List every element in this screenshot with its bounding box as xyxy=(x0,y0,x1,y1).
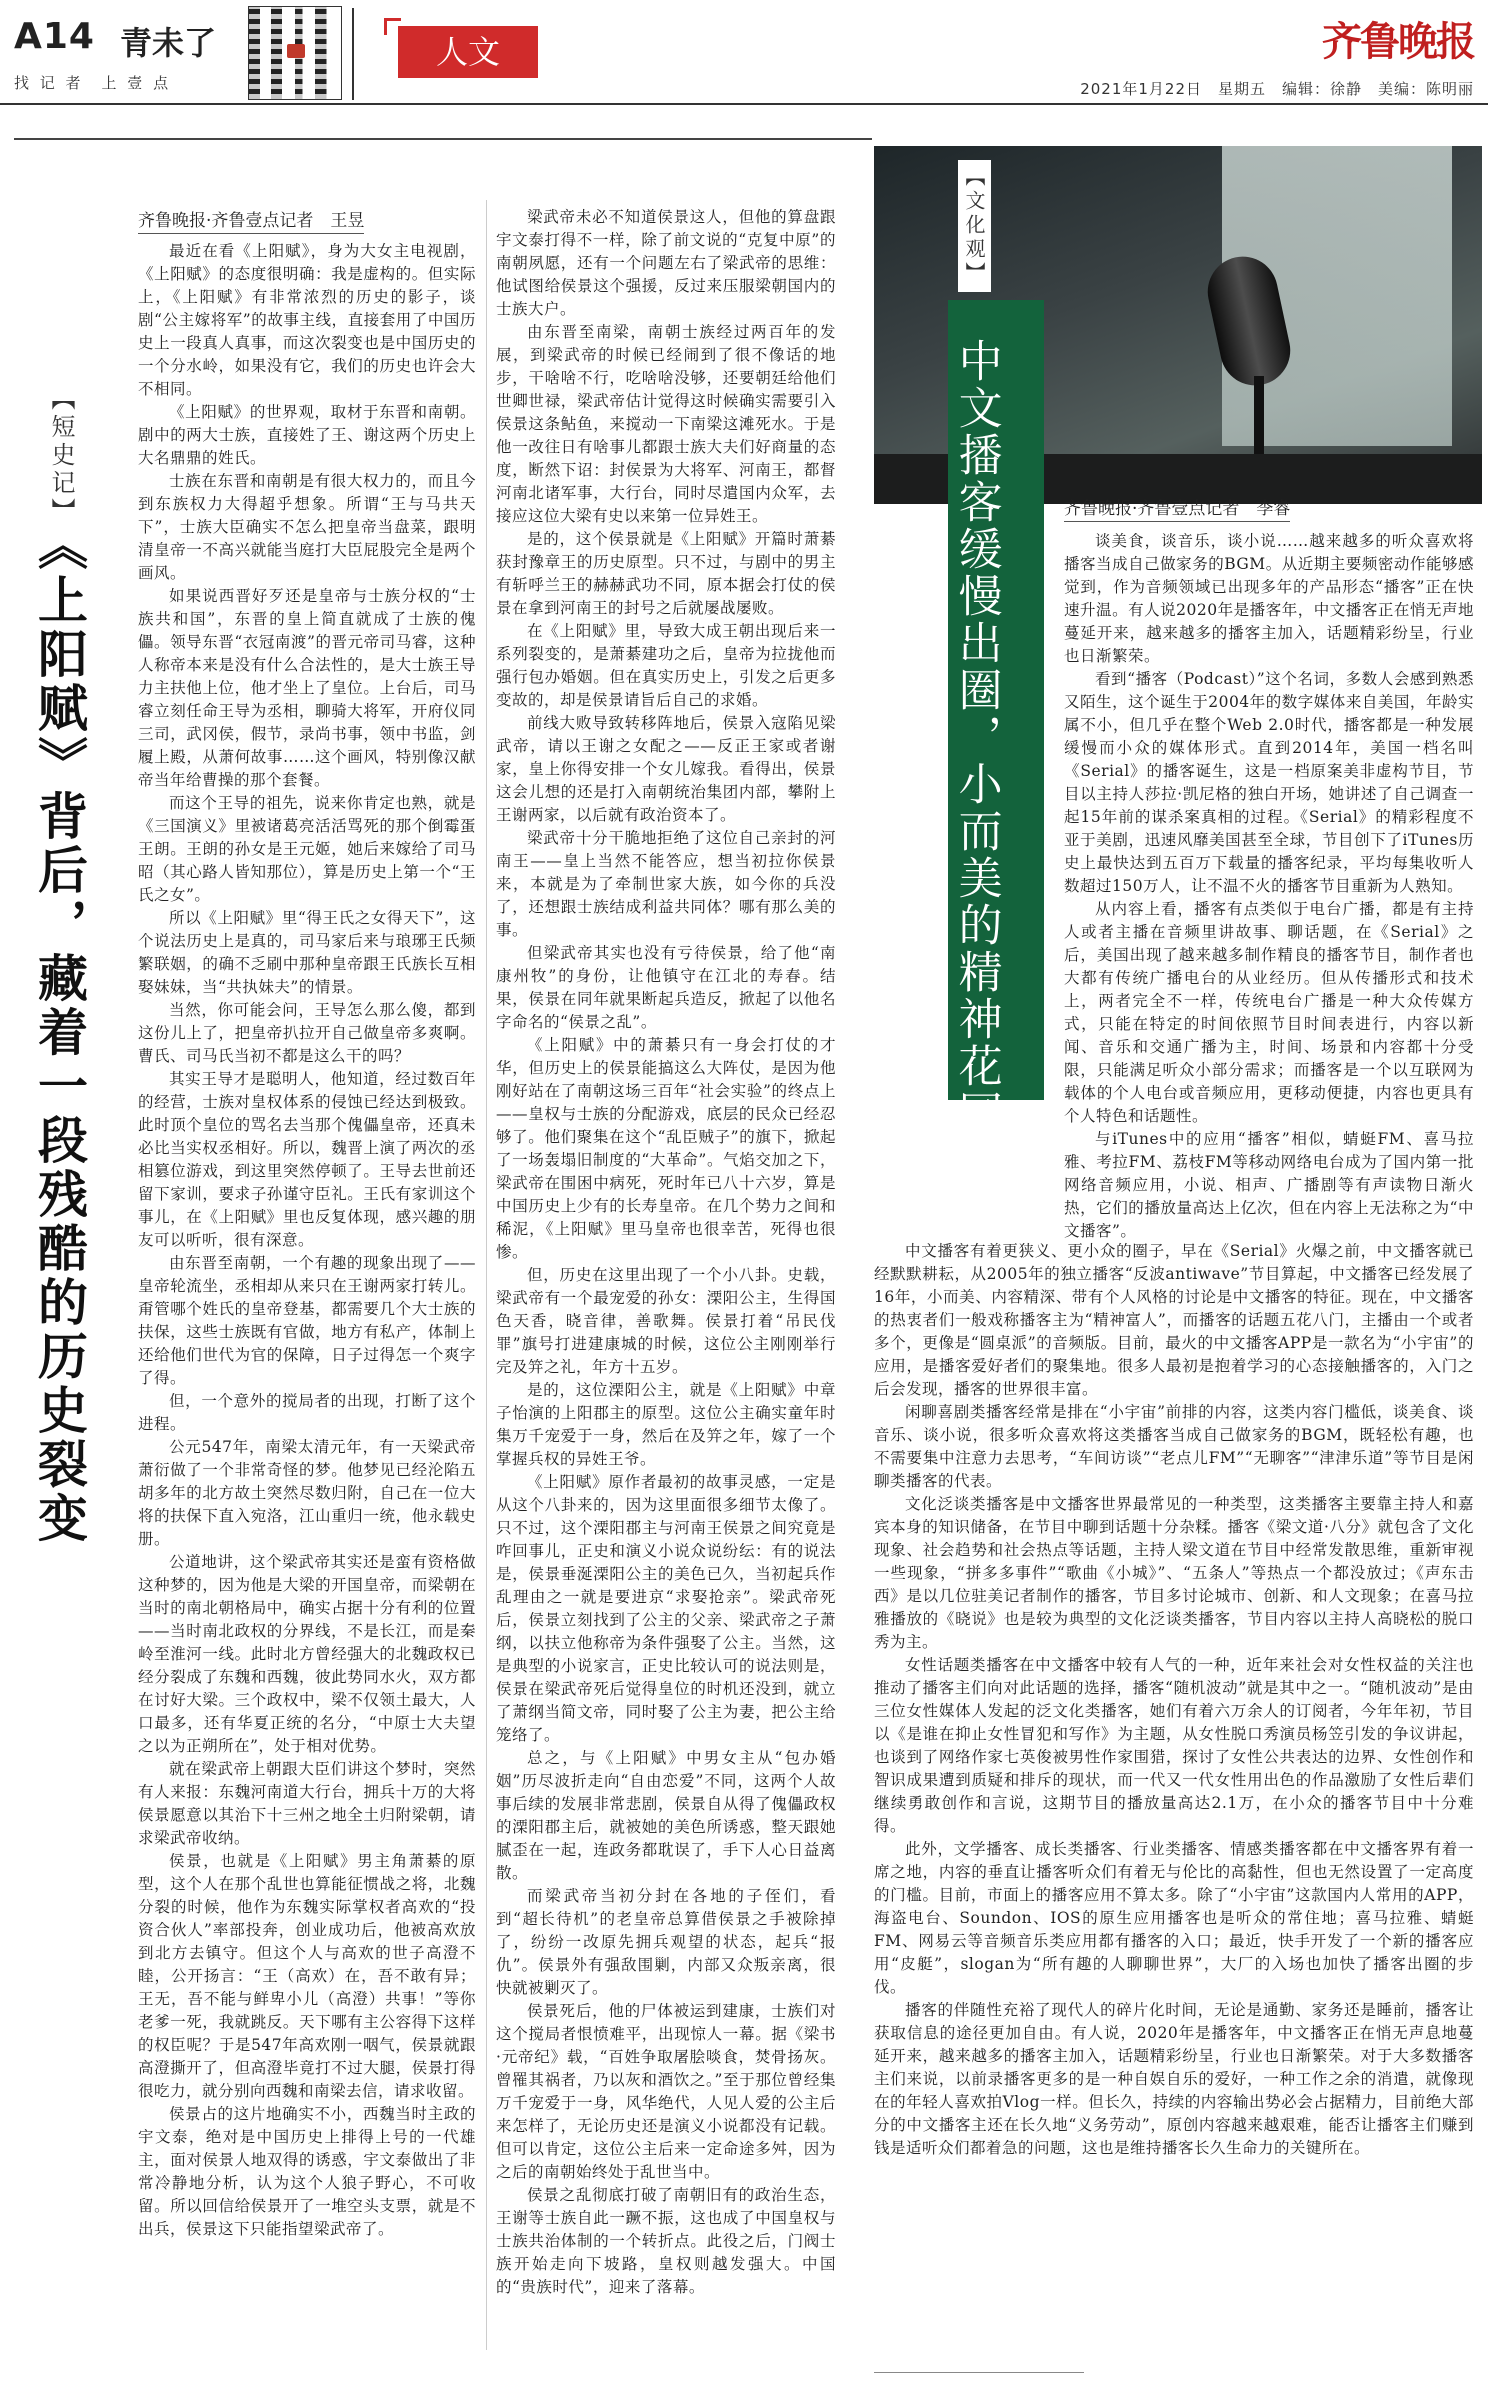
paragraph: 在《上阳赋》里，导致大成王朝出现后来一系列裂变的，是萧綦建功之后，皇帝为拉拢他而强行包办婚姻。但在真实历史上，引发之后更多变故的，却是侯景请旨后自己的求婚。 xyxy=(496,622,836,709)
paragraph: 而梁武帝当初分封在各地的子侄们，看到“超长待机”的老皇帝总算借侯景之手被除掉了，纷纷一改原先拥兵观望的状态，起兵“报仇”。侯景外有强敌围剿，内部又众叛亲离，很快就被剿灭了。 xyxy=(496,1887,836,1997)
masthead-rule xyxy=(0,103,1488,105)
paragraph: 是的，这个侯景就是《上阳赋》开篇时萧綦获封豫章王的历史原型。只不过，与剧中的男主有斩呼兰王的赫赫武功不同，原本据会打仗的侯景在拿到河南王的封号之后就屡战屡败。 xyxy=(496,530,836,617)
right-column-tag: 【文化观】 xyxy=(958,160,991,292)
paragraph: 女性话题类播客在中文播客中较有人气的一种，近年来社会对女性权益的关注也推动了播客主们向对此话题的选择，播客“随机波动”就是其中之一。“随机波动”是由三位女性媒体人发起的泛文化类播客，她们有着六万余人的订阅者，今年年初，节目以《是谁在抑止女性冒犯和写作》为主题，从女性脱口秀演员杨笠引发的争议讲起，也谈到了网络作家七英俊被男性作家围猎，探讨了女性公共表达的边界、女性创作和智识成果遭到质疑和排斥的现状，而一代又一代女性用出色的作品激励了女性后辈们继续勇敢创作和言说，这期节目的播放量高达2.1万，在小众的播客节目中十分难得。 xyxy=(874,1656,1474,1835)
paragraph: 中文播客有着更狭义、更小众的圈子，早在《Serial》火爆之前，中文播客就已经默默耕耘，从2005年的独立播客“反波antiwave”节目算起，中文播客已经发展了16年，小而美、内容精深、带有个人风格的讨论是中文播客的特征。现在，中文播客的热衷者们一般戏称播客主为“精神富人”，而播客的话题五花八门，主播由一个或者多个，更像是“圆桌派”的音频版。目前，最火的中文播客APP是一款名为“小宇宙”的应用，是播客爱好者们的聚集地。很多人最初是抱着学习的心态接触播客的，入门之后会发现，播客的世界很丰富。 xyxy=(874,1242,1474,1398)
left-article-column-2 xyxy=(496,206,836,2299)
left-column-tag: 【短史记】 xyxy=(47,386,75,526)
paragraph: 闲聊喜剧类播客经常是排在“小宇宙”前排的内容，这类内容门槛低，谈美食、谈音乐、谈小说，很多听众喜欢将这类播客当成自己做家务的BGM，既轻松有趣，也不需要集中注意力去思考，“车间访谈”“老点儿FM”“无聊客”“津津乐道”等节目是闲聊类播客的代表。 xyxy=(874,1403,1474,1490)
paragraph: 文化泛谈类播客是中文播客世界最常见的一种类型，这类播客主要靠主持人和嘉宾本身的知识储备，在节目中聊到话题十分杂糅。播客《梁文道·八分》就包含了文化现象、社会趋势和社会热点等话题，主持人梁文道在节目中经常发散思维，重新审视一些现象，“拼多多事件”“歌曲《小城》”、“五条人”等热点一个都没放过；《声东击西》是以几位驻美记者制作的播客，节目多讨论城市、创新、和人文现象；在喜马拉雅播放的《晓说》也是较为典型的文化泛谈类播客，节目内容以主持人高晓松的脱口秀为主。 xyxy=(874,1495,1474,1651)
left-article-column-1 xyxy=(138,240,476,2241)
paragraph: 梁武帝未必不知道侯景这人，但他的算盘跟宇文泰打得不一样，除了前文说的“克复中原”的南朝夙愿，还有一个问题左右了梁武帝的思维：他试图给侯景这个强援，反过来压服梁朝国内的士族大户。 xyxy=(496,208,836,318)
paragraph: 当然，你可能会问，王导怎么那么傻，都到这份儿上了，把皇帝扒拉开自己做皇帝多爽啊。曹氏、司马氏当初不都是这么干的吗？ xyxy=(138,1001,476,1065)
qr-center-logo-icon xyxy=(287,44,305,58)
article-end-rule xyxy=(874,2372,1084,2373)
paragraph: 是的，这位溧阳公主，就是《上阳赋》中章子怡演的上阳郡主的原型。这位公主确实童年时集万千宠爱于一身，然后在及笄之年，嫁了一个掌握兵权的异姓王爷。 xyxy=(496,1381,836,1468)
right-article-title: 中文播客缓慢出圈，小而美的精神花园 xyxy=(950,338,1002,1137)
paragraph: 此外，文学播客、成长类播客、行业类播客、情感类播客都在中文播客界有着一席之地，内容的垂直让播客听众们有着无与伦比的高黏性，但也无然设置了一定高度的门槛。目前，市面上的播客应用不算太多。除了“小宇宙”这款国内人常用的APP，海盗电台、Soundon、IOS的原生应用播客也是听众的常住地；喜马拉雅、蜻蜓FM、网易云等音频音乐类应用都有播客的入口；最近，快手开发了一个新的播客应用“皮艇”，slogan为“所有趣的人聊聊世界”，大厂的入场也加快了播客出圈的步伐。 xyxy=(874,1840,1474,1996)
masthead-slogan: 找 记 者 上 壹 点 xyxy=(14,74,172,92)
paragraph: 由东晋至南朝，一个有趣的现象出现了——皇帝轮流坐，丞相却从来只在王谢两家打转儿。甭管哪个姓氏的皇帝登基，都需要几个大士族的扶保，这些士族既有官做，地方有私产，体制上还给他们世代为官的保障，日子过得怎一个爽字了得。 xyxy=(138,1254,476,1387)
paragraph: 就在梁武帝上朝跟大臣们讲这个梦时，突然有人来报：东魏河南道大行台，拥兵十万的大将侯景愿意以其治下十三州之地全土归附梁朝，请求梁武帝收纳。 xyxy=(138,1760,476,1847)
paragraph: 《上阳赋》的世界观，取材于东晋和南朝。剧中的两大士族，直接姓了王、谢这两个历史上大名鼎鼎的姓氏。 xyxy=(138,403,476,467)
paragraph: 与iTunes中的应用“播客”相似，蜻蜓FM、喜马拉雅、考拉FM、荔枝FM等移动网络电台成为了国内第一批网络音频应用，小说、相声、广播剧等有声读物日渐火热，它们的播放量高达上亿次，但在内容上无法称之为“中文播客”。 xyxy=(1064,1130,1474,1240)
paragraph: 看到“播客（Podcast）”这个名词，多数人会感到熟悉又陌生，这个诞生于2004年的数字媒体来自美国，年龄实属不小，但几乎在整个Web 2.0时代，播客都是一种发展缓慢而小众的媒体形式。直到2014年，美国一档名叫《Serial》的播客诞生，这是一档原案美非虚构节目，节目以主持人莎拉·凯尼格的独白开场，她讲述了自己调查一起15年前的谋杀案真相的过程。《Serial》的精彩程度不亚于美剧，迅速风靡美国甚至全球，节目创下了iTunes历史上最快达到五百万下载量的播客纪录，平均每集收听人数超过150万人，让不温不火的播客节目重新为人熟知。 xyxy=(1064,670,1474,895)
left-article-top-rule xyxy=(14,138,872,140)
paragraph: 士族在东晋和南朝是有很大权力的，而且今到东族权力大得超乎想象。所谓“王与马共天下”，士族大臣确实不怎么把皇帝当盘菜，跟明清皇帝一不高兴就能当庭打大臣屁股完全是两个画风。 xyxy=(138,472,476,582)
paragraph: 但梁武帝其实也没有亏待侯景，给了他“南康州牧”的身份，让他镇守在江北的寿春。结果，侯景在同年就果断起兵造反，掀起了以他名字命名的“侯景之乱”。 xyxy=(496,944,836,1031)
paragraph: 公元547年，南梁太清元年，有一天梁武帝萧衍做了一个非常奇怪的梦。他梦见已经沦陷五胡多年的北方故土突然尽数归附，自己在一位大将的扶保下直入宛洛，江山重归一统，他永载史册。 xyxy=(138,1438,476,1548)
paragraph: 谈美食，谈音乐，谈小说……越来越多的听众喜欢将播客当成自己做家务的BGM。从近期主要频密动作能够感觉到，作为音频领域已出现多年的产品形态“播客”正在快速升温。有人说2020年是播客年，中文播客正在悄无声地蔓延开来，越来越多的播客主加入，话题精彩纷呈，行业也日渐繁荣。 xyxy=(1064,532,1474,665)
paragraph: 公道地讲，这个梁武帝其实还是蛮有资格做这种梦的，因为他是大梁的开国皇帝，而梁朝在当时的南北朝格局中，确实占据十分有利的位置——当时南北政权的分界线，不是长江，而是秦岭至淮河一线。此时北方曾经强大的北魏政权已经分裂成了东魏和西魏，彼此势同水火，双方都在讨好大梁。三个政权中，梁不仅领土最大，人口最多，还有华夏正统的名分，“中原士大夫望之以为正朔所在”，处于相对优势。 xyxy=(138,1553,476,1755)
dateline: 2021年1月22日 星期五 编辑：徐静 美编：陈明丽 xyxy=(1080,80,1474,98)
paragraph: 播客的伴随性充裕了现代人的碎片化时间，无论是通勤、家务还是睡前，播客让获取信息的途径更加自由。有人说，2020年是播客年，中文播客正在悄无声息地蔓延开来，越来越多的播客主加入，话题精彩纷呈，行业也日渐繁荣。对于大多数播客主们来说，以前录播客更多的是一种自娱自乐的爱好，一种工作之余的消遣，就像现在的年轻人喜欢拍Vlog一样。但长久，持续的内容输出势必会占据精力，目前绝大部分的中文播客主还在长久地“义务劳动”，原创内容越来越艰难，能否让播客主们赚到钱是适听众们都着急的问题，这也是维持播客长久生命力的关键所在。 xyxy=(874,2001,1474,2157)
paragraph: 所以《上阳赋》里“得王氏之女得天下”，这个说法历史上是真的，司马家后来与琅琊王氏频繁联姻，的确不乏刷中那种皇帝跟王氏族长互相娶妹妹，当“共执妹夫”的情景。 xyxy=(138,909,476,996)
section-tag: 人文 xyxy=(398,26,538,78)
paragraph: 最近在看《上阳赋》，身为大女主电视剧，《上阳赋》的态度很明确：我是虚构的。但实际上，《上阳赋》有非常浓烈的历史的影子，谈剧“公主嫁将军”的故事主线，直接套用了中国历史上一段真人真事，而这次裂变也是中国历史的一个分水岭，如果没有它，我们的历史也许会大不相同。 xyxy=(138,242,476,398)
column-divider xyxy=(486,200,487,2350)
paragraph: 侯景死后，他的尸体被运到建康，士族们对这个搅局者恨愤难平，出现惊人一幕。据《梁书·元帝纪》载，“百姓争取屠脍啖食，焚骨扬灰。曾罹其祸者，乃以灰和酒饮之。”至于那位曾经集万千宠爱于一身，风华绝代，人见人爱的公主后来怎样了，无论历史还是演义小说都没有记载。但可以肯定，这位公主后来一定命途多舛，因为之后的南朝始终处于乱世当中。 xyxy=(496,2002,836,2181)
right-article-byline: 齐鲁晚报·齐鲁壹点记者 李睿 xyxy=(1064,494,1290,522)
paragraph: 其实王导才是聪明人，他知道，经过数百年的经营，士族对皇权体系的侵蚀已经达到极致。此时顶个皇位的骂名去当那个傀儡皇帝，还真未必比当实权丞相好。所以，魏晋上演了两次的丞相篡位游戏，到这里突然停顿了。王导去世前还留下家训，要求子孙谨守臣礼。王氏有家训这个事儿，在《上阳赋》里也反复体现，感兴趣的朋友可以听听，很有深意。 xyxy=(138,1070,476,1249)
paragraph: 前线大败导致转移阵地后，侯景入寇陷见梁武帝，请以王谢之女配之——反正王家或者谢家，皇上你得安排一个女儿嫁我。看得出，侯景这会儿想的还是打入南朝统治集团内部，攀附上王谢两家，以后就有政治资本了。 xyxy=(496,714,836,824)
paragraph: 侯景，也就是《上阳赋》男主角萧綦的原型，这个人在那个乱世也算能征惯战之将，北魏分裂的时候，他作为东魏实际掌权者高欢的“投资合伙人”率部投奔，创业成功后，他被高欢放到北方去镇守。但这个人与高欢的世子高澄不睦，公开扬言：“王（高欢）在，吾不敢有异；王无，吾不能与鲜卑小儿（高澄）共事！”等你老爹一死，我就跳反。天下哪有主公容得下这样的权臣呢？于是547年高欢刚一咽气，侯景就跟高澄撕开了，但高澄毕竟打不过大腿，侯景打得很吃力，就分别向西魏和南梁去信，请求收留。 xyxy=(138,1852,476,2100)
paragraph: 侯景占的这片地确实不小，西魏当时主政的宇文泰，绝对是中国历史上排得上号的一代雄主，面对侯景人地双得的诱惑，宇文泰做出了非常冷静地分析，认为这个人狼子野心，不可收留。所以回信给侯景开了一堆空头支票，就是不出兵，侯景这下只能指望梁武帝了。 xyxy=(138,2105,476,2238)
paragraph: 侯景之乱彻底打破了南朝旧有的政治生态，王谢等士族自此一蹶不振，这也成了中国皇权与士族共治体制的一个转折点。此役之后，门阀士族开始走向下坡路，皇权则越发强大。中国的“贵族时代”，迎来了落幕。 xyxy=(496,2186,836,2296)
paragraph: 而这个王导的祖先，说来你肯定也熟，就是《三国演义》里被诸葛亮活活骂死的那个倒霉蛋王朗。王朗的孙女是王元姬，她后来嫁给了司马昭（其心路人皆知那位），算是历史上第一个“王氏之女”。 xyxy=(138,794,476,904)
paragraph: 从内容上看，播客有点类似于电台广播，都是有主持人或者主播在音频里讲故事、聊话题，在《Serial》之后，美国出现了越来越多制作精良的播客节目，制作者也大都有传统广播电台的从业经历。但从传播形式和技术上，两者完全不一样，传统电台广播是一种大众传媒方式，只能在特定的时间依照节目时间表进行，内容以新闻、音乐和交通广播为主，时间、场景和内容都十分受限，只能满足听众小部分需求；而播客是一个以互联网为载体的个人电台或音频应用，更移动便捷，内容也更具有个人特色和话题性。 xyxy=(1064,900,1474,1125)
newspaper-logo: 齐鲁晚报 xyxy=(1322,18,1474,65)
paragraph: 总之，与《上阳赋》中男女主从“包办婚姻”历尽波折走向“自由恋爱”不同，这两个人故事后续的发展非常悲剧，侯景自从得了傀儡政权的溧阳郡主后，就被她的美色所诱惑，整天跟她腻歪在一起，连政务都耽误了，手下人心日益离散。 xyxy=(496,1749,836,1882)
section-name: 青未了 xyxy=(120,24,217,62)
paragraph: 但，历史在这里出现了一个小八卦。史载，梁武帝有一个最宠爱的孙女：溧阳公主，生得国色天香，晓音律，善歌舞。侯景打着“吊民伐罪”旗号打进建康城的时候，这位公主刚刚举行完及笄之礼，年方十五岁。 xyxy=(496,1266,836,1376)
page-number: A14 xyxy=(14,16,95,57)
paragraph: 《上阳赋》中的萧綦只有一身会打仗的才华，但历史上的侯景能搞这么大阵仗，是因为他刚好站在了南朝这场三百年“社会实验”的终点上——皇权与士族的分配游戏，底层的民众已经忍够了。他们聚集在这个“乱臣贼子”的旗下，掀起了一场轰塌旧制度的“大革命”。气焰交加之下，梁武帝在围困中病死，死时年已八十六岁，算是中国历史上少有的长寿皇帝。在几个势力之间和稀泥，《上阳赋》里马皇帝也很幸苦，死得也很惨。 xyxy=(496,1036,836,1261)
paragraph: 由东晋至南梁，南朝士族经过两百年的发展，到梁武帝的时候已经闹到了很不像话的地步，干啥啥不行，吃啥啥没够，还要朝廷给他们世卿世禄，梁武帝估计觉得这时候确实需要引入侯景这条鲇鱼，来搅动一下南梁这滩死水。于是他一改往日有啥事儿都跟士族大夫们好商量的态度，断然下诏：封侯景为大将军、河南王，都督河南北诸军事，大行台，同时尽遣国内众军，去接应这位大梁有史以来第一位异姓王。 xyxy=(496,323,836,525)
left-article-byline: 齐鲁晚报·齐鲁壹点记者 王昱 xyxy=(138,206,364,234)
paragraph: 《上阳赋》原作者最初的故事灵感，一定是从这个八卦来的，因为这里面很多细节太像了。只不过，这个溧阳郡主与河南王侯景之间究竟是咋回事儿，正史和演义小说众说纷纭：有的说法是，侯景垂涎溧阳公主的美色已久，当初起兵作乱理由之一就是要进京“求娶抢亲”。梁武帝死后，侯景立刻找到了公主的父亲、梁武帝之子萧纲，以扶立他称帝为条件强娶了公主。当然，这是典型的小说家言，正史比较认可的说法则是，侯景在梁武帝死后觉得皇位的时机还没到，就立了萧纲当简文帝，同时娶了公主为妻，把公主给笼络了。 xyxy=(496,1473,836,1744)
paragraph: 梁武帝十分干脆地拒绝了这位自己亲封的河南王——皇上当然不能答应，想当初拉你侯景来，本就是为了牵制世家大族，如今你的兵没了，还想跟士族结成利益共同体？哪有那么美的事。 xyxy=(496,829,836,939)
left-article-title: 《上阳赋》背后，藏着一段残酷的历史裂变 xyxy=(30,520,89,1546)
right-article-lower-column xyxy=(874,1240,1474,2160)
right-article-upper-column xyxy=(1064,530,1474,1243)
paragraph: 如果说西晋好歹还是皇帝与士族分权的“士族共和国”，东晋的皇上简直就成了士族的傀儡。领导东晋“衣冠南渡”的晋元帝司马睿，这种人称帝本来是没有什么合法性的，是大士族王导力主扶他上位，他才坐上了皇位。上台后，司马睿立刻任命王导为丞相，聊骑大将军，开府仪同三司，武冈侯，假节，录尚书事，领中书监，剑履上殿，从萧何故事……这个画风，特别像汉献帝当年给曹操的那个套餐。 xyxy=(138,587,476,789)
paragraph: 但，一个意外的搅局者的出现，打断了这个进程。 xyxy=(138,1392,476,1433)
masthead-divider xyxy=(352,8,354,100)
